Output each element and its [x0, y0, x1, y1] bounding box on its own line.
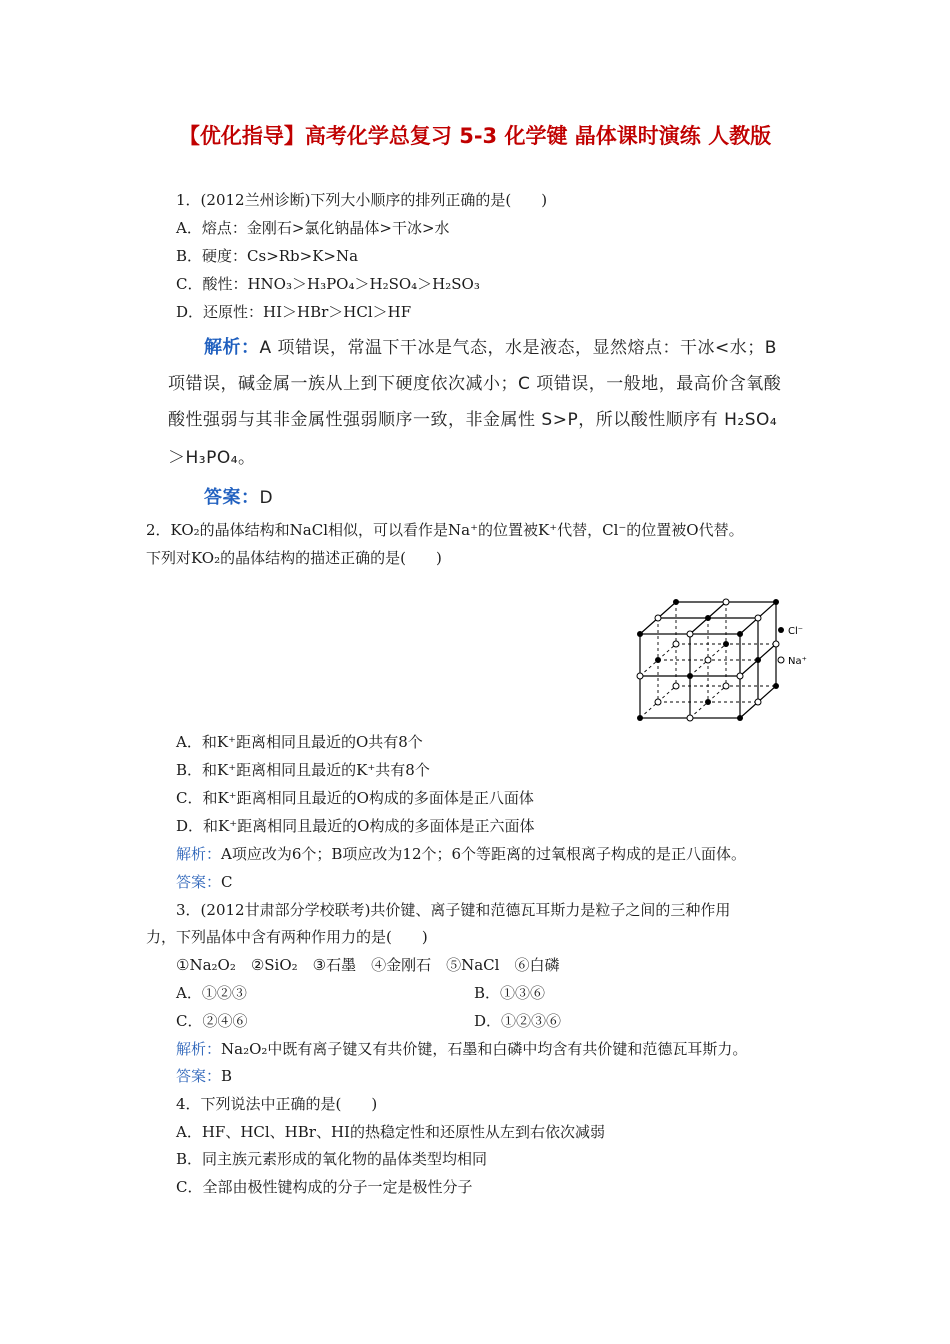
- q1-option-b: B．硬度：Cs>Rb>K>Na: [176, 247, 359, 265]
- q1-option-d: D．还原性：HI＞HBr＞HCl＞HF: [176, 303, 412, 321]
- legend-sodium-label: Na⁺: [788, 656, 807, 667]
- q1-option-a: A．熔点：金刚石>氯化钠晶体>干冰>水: [176, 219, 450, 237]
- q3-option-a: A．①②③: [176, 984, 247, 1002]
- legend-sodium-marker: [778, 657, 784, 663]
- nacl-crystal-structure-diagram: [630, 594, 810, 726]
- q3-analysis: [176, 1039, 747, 1059]
- q2-analysis-label: 解析：: [176, 845, 222, 863]
- q3-answer-label: 答案：: [176, 1067, 222, 1085]
- q2-option-d: D．和K⁺距离相同且最近的O构成的多面体是正六面体: [176, 817, 535, 835]
- q1-analysis-line-1: [204, 336, 777, 360]
- q3-analysis-text: Na₂O₂中既有离子键又有共价键，石墨和白磷中均含有共价键和范德瓦耳斯力。: [221, 1040, 748, 1058]
- legend-chloride-label: Cl⁻: [788, 626, 804, 637]
- q1-analysis-label: 解析：: [204, 337, 260, 358]
- q1-option-c: C．酸性：HNO₃＞H₃PO₄＞H₂SO₄＞H₂SO₃: [176, 275, 480, 293]
- q1-analysis-line-3: 酸性强弱与其非金属性强弱顺序一致，非金属性 S>P，所以酸性顺序有 H₂SO₄: [168, 410, 778, 430]
- q1-answer-value: D: [259, 488, 274, 508]
- q2-answer-value: C: [221, 873, 233, 891]
- q3-stem-line-2: 力，下列晶体中含有两种作用力的是( ): [146, 928, 428, 946]
- q3-option-b: B．①③⑥: [474, 984, 546, 1002]
- page-title: 【优化指导】高考化学总复习 5-3 化学键 晶体课时演练 人教版: [178, 124, 772, 148]
- q4-option-a: A．HF、HCl、HBr、HI的热稳定性和还原性从左到右依次减弱: [176, 1123, 605, 1141]
- q4-option-c: C．全部由极性键构成的分子一定是极性分子: [176, 1178, 473, 1196]
- q2-stem-line-1: 2．KO₂的晶体结构和NaCl相似，可以看作是Na⁺的位置被K⁺代替，Cl⁻的位置被O代替。: [146, 521, 744, 539]
- q1-answer-label: 答案：: [204, 487, 260, 508]
- q2-answer: [176, 872, 233, 892]
- q2-stem-line-2: 下列对KO₂的晶体结构的描述正确的是( ): [146, 549, 442, 567]
- q4-stem: 4．下列说法中正确的是( ): [176, 1095, 378, 1113]
- q2-analysis: [176, 844, 746, 864]
- q1-analysis-line-2: 项错误，碱金属一族从上到下硬度依次减小；C 项错误，一般地，最高价含氧酸: [168, 374, 782, 394]
- legend-chloride-marker: [778, 627, 784, 633]
- q3-stem-line-1: 3．(2012甘肃部分学校联考)共价键、离子键和范德瓦耳斯力是粒子之间的三种作用: [176, 901, 731, 919]
- q3-items: ①Na₂O₂ ②SiO₂ ③石墨 ④金刚石 ⑤NaCl ⑥白磷: [176, 956, 560, 974]
- q2-answer-label: 答案：: [176, 873, 222, 891]
- q2-analysis-text: A项应改为6个；B项应改为12个；6个等距离的过氧根离子构成的是正八面体。: [221, 845, 747, 863]
- q3-analysis-label: 解析：: [176, 1040, 222, 1058]
- q2-option-b: B．和K⁺距离相同且最近的K⁺共有8个: [176, 761, 430, 779]
- q4-option-b: B．同主族元素形成的氧化物的晶体类型均相同: [176, 1150, 488, 1168]
- q2-option-a: A．和K⁺距离相同且最近的O共有8个: [176, 733, 423, 751]
- q3-answer: [176, 1066, 232, 1086]
- q1-answer: [204, 486, 273, 510]
- q3-answer-value: B: [221, 1067, 233, 1085]
- q2-option-c: C．和K⁺距离相同且最近的O构成的多面体是正八面体: [176, 789, 534, 807]
- q1-analysis-text-1: A 项错误，常温下干冰是气态，水是液态，显然熔点：干冰<水；B: [259, 338, 777, 358]
- q1-analysis-line-4: ＞H₃PO₄。: [168, 448, 256, 468]
- q3-option-d: D．①②③⑥: [474, 1012, 562, 1030]
- q1-stem: 1．(2012兰州诊断)下列大小顺序的排列正确的是( ): [176, 191, 548, 209]
- q3-option-c: C．②④⑥: [176, 1012, 248, 1030]
